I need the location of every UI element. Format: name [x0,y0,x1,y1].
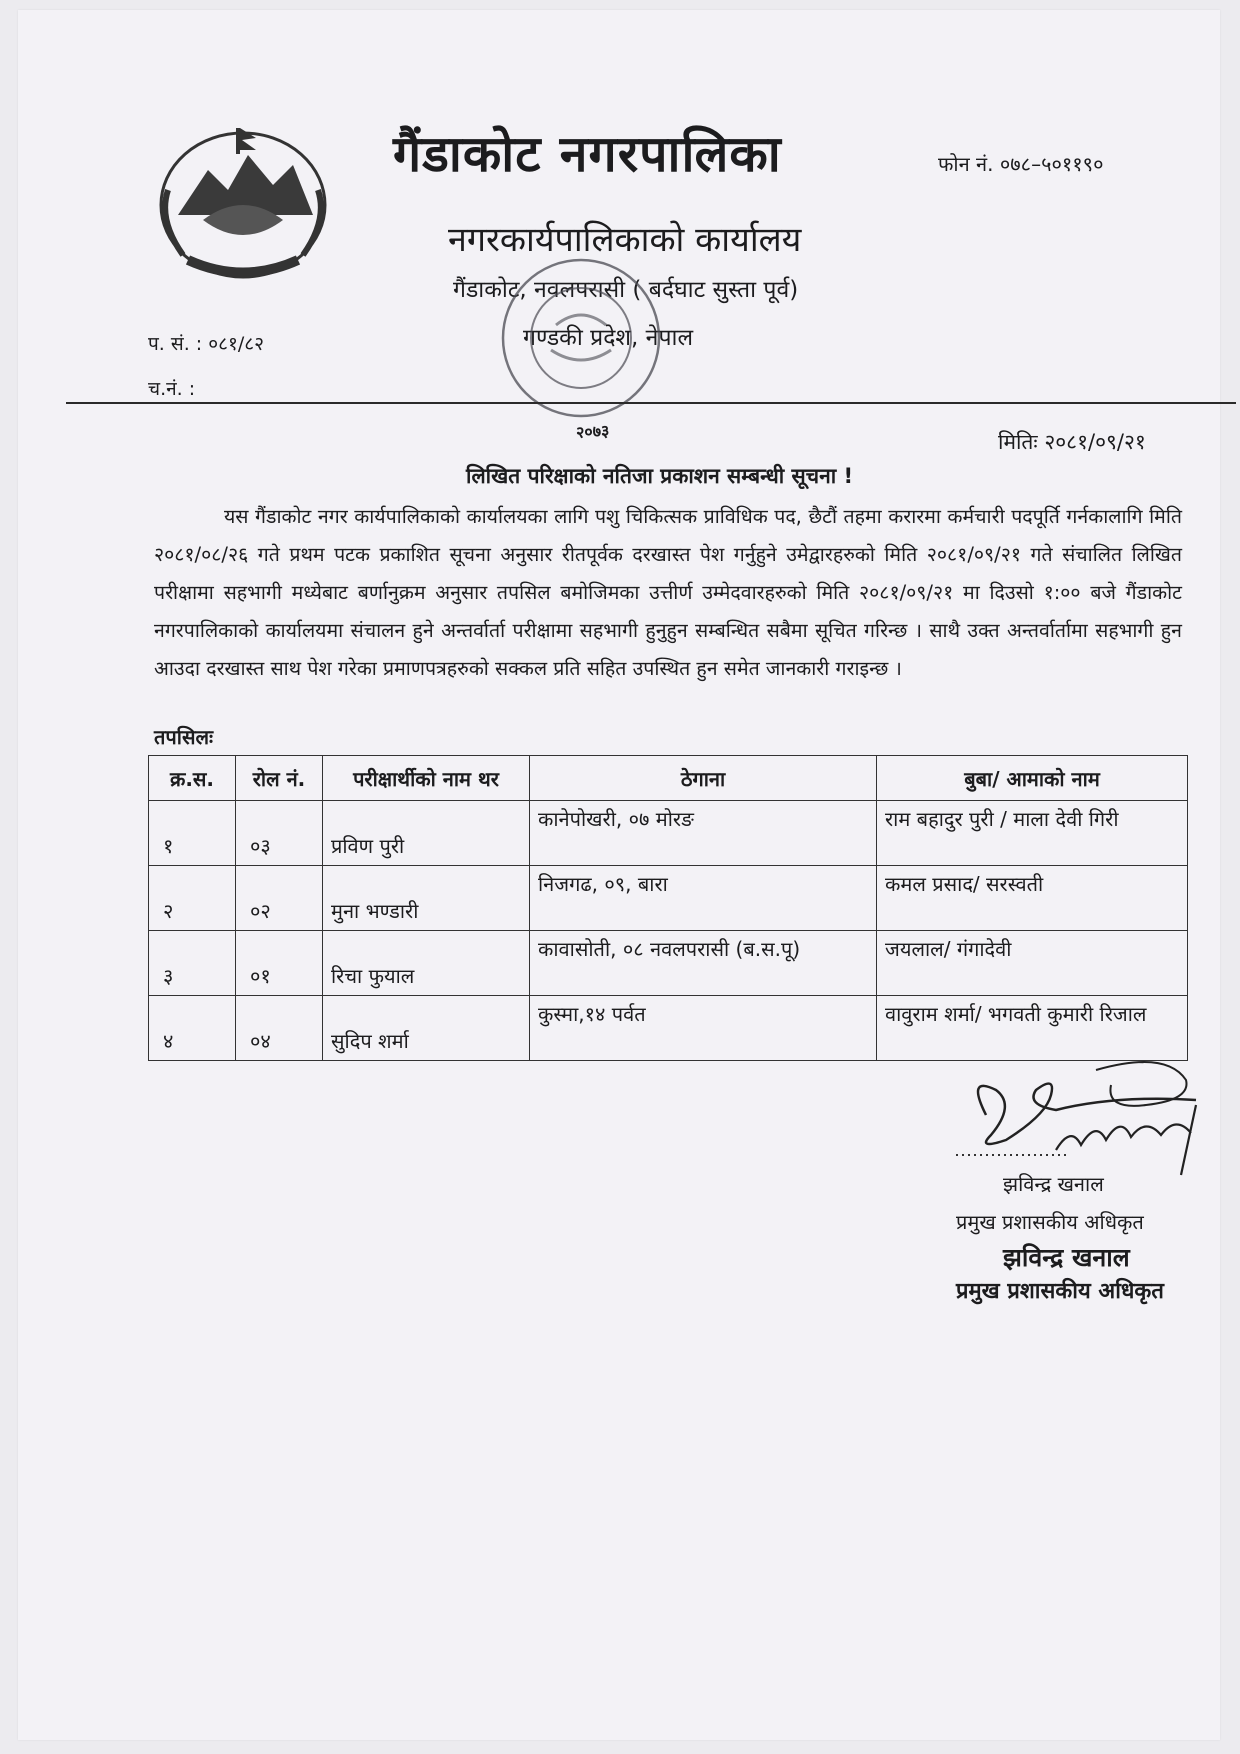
results-table [148,755,1188,1061]
cell-candidate-name: प्रविण पुरी [323,801,530,866]
seal-name: झविन्द्र खनाल [1003,1243,1130,1272]
cell-address: निजगढ, ०९, बारा [530,866,877,931]
col-address: ठेगाना [530,756,877,801]
header-divider [66,402,1236,404]
table-row [149,996,1188,1061]
cell-address: कानेपोखरी, ०७ मोरङ [530,801,877,866]
col-parent-name: बुबा/ आमाको नाम [877,756,1188,801]
office-stamp-icon [496,250,666,425]
notice-body: यस गैंडाकोट नगर कार्यपालिकाको कार्यालयका लागि पशु चिकित्सक प्राविधिक पद, छैटौं तहमा करारमा कर्मचारी पदपूर्ति गर्नकालागि मिति २०८१/०८/२६ गते प्रथम पटक प्रकाशित सूचना अनुसार रीतपूर्वक दरखास्त पेश गर्नुहुने उमेद्वारहरुको मिति २०८१/०९/२१ गते संचालित लिखित परीक्षामा सहभागी मध्येबाट बर्णानुक्रम अनुसार तपसिल बमोजिमका उत्तीर्ण उम्मेदवारहरुको मिति २०८१/०९/२१ मा दिउसो १:०० बजे गैंडाकोट नगरपालिकाको कार्यालयमा संचालन हुने अन्तर्वार्ता परीक्षामा सहभागी हुनुहुन सम्बन्धित सबैमा सूचित गरिन्छ । साथै उक्त अन्तर्वार्तामा सहभागी हुन आउदा दरखास्त साथ पेश गरेका प्रमाणपत्रहरुको सक्कल प्रति सहित उपस्थित हुन समेत जानकारी गराइन्छ । [154,505,1182,680]
cell-candidate-name: सुदिप शर्मा [323,996,530,1061]
seal-title: प्रमुख प्रशासकीय अधिकृत [956,1278,1164,1304]
phone-number: फोन नं. ०७८–५०११९० [938,152,1104,176]
municipality-title: गैंडाकोट नगरपालिका [393,125,782,183]
col-candidate-name: परीक्षार्थीको नाम थर [323,756,530,801]
cell-serial: ३ [149,931,236,996]
address-line-1: गैंडाकोट, नवलपरासी ( बर्दघाट सुस्ता पूर्व) [453,277,799,303]
col-roll: रोल नं. [236,756,323,801]
cell-parent-name: कमल प्रसाद/ सरस्वती [877,866,1188,931]
nepal-emblem-icon [148,120,338,290]
cell-serial: ४ [149,996,236,1061]
office-name: नगरकार्यपालिकाको कार्यालय [448,220,802,260]
notice-subject: लिखित परिक्षाको नतिजा प्रकाशन सम्बन्धी सूचना ! [466,464,854,488]
cell-parent-name: जयलाल/ गंगादेवी [877,931,1188,996]
table-row [149,866,1188,931]
cell-serial: १ [149,801,236,866]
document-page [18,10,1220,1740]
table-header-row [149,756,1188,801]
address-line-2: गण्डकी प्रदेश, नेपाल [523,325,694,351]
reference-number: प. सं. : ०८१/८२ [148,333,265,355]
cell-serial: २ [149,866,236,931]
table-row [149,801,1188,866]
signatory-title: प्रमुख प्रशासकीय अधिकृत [956,1210,1144,1234]
cell-parent-name: राम बहादुर पुरी / माला देवी गिरी [877,801,1188,866]
cell-roll: ०२ [236,866,323,931]
dispatch-number: च.नं. : [148,378,196,400]
cell-candidate-name: मुना भण्डारी [323,866,530,931]
cell-roll: ०४ [236,996,323,1061]
cell-address: कावासोती, ०८ नवलपरासी (ब.स.पू) [530,931,877,996]
notice-date: मितिः २०८१/०९/२१ [998,430,1146,454]
cell-roll: ०३ [236,801,323,866]
cell-parent-name: वावुराम शर्मा/ भगवती कुमारी रिजाल [877,996,1188,1061]
cell-candidate-name: रिचा फुयाल [323,931,530,996]
handwritten-signature-icon [956,1055,1226,1180]
stamp-year: २०७३ [575,421,610,442]
table-row [149,931,1188,996]
cell-roll: ०१ [236,931,323,996]
col-serial: क्र.स. [149,756,236,801]
signatory-name: झविन्द्र खनाल [1003,1172,1104,1196]
cell-address: कुस्मा,१४ पर्वत [530,996,877,1061]
annex-label: तपसिलः [154,725,214,749]
